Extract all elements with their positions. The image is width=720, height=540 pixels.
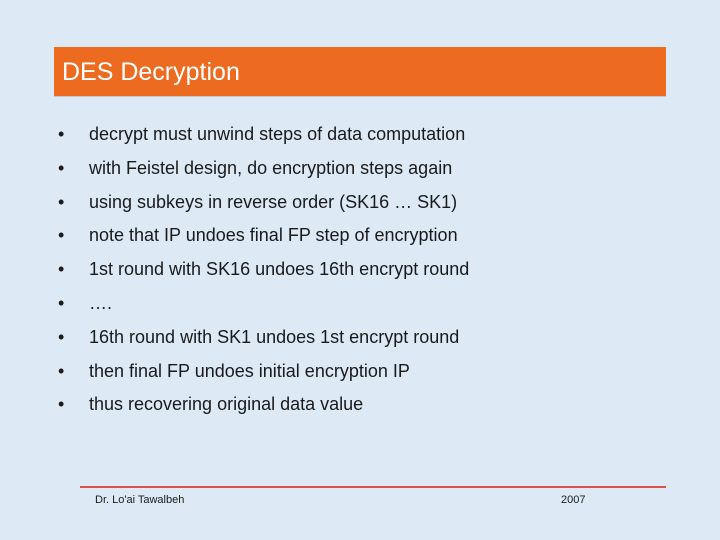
bullet-item: [58, 255, 678, 289]
bullet-mark: •: [58, 360, 65, 381]
footer-divider: [80, 486, 666, 488]
bullet-mark: •: [58, 259, 65, 280]
bullet-mark: •: [58, 124, 65, 144]
bullet-item: [58, 323, 678, 357]
bullet-text: 1st round with SK16 undoes 16th encrypt round: [89, 259, 470, 280]
slide-title: DES Decryption: [62, 58, 240, 86]
footer-year: 2007: [561, 494, 586, 506]
bullet-text: with Feistel design, do encryption steps again: [89, 157, 453, 178]
bullet-item: [58, 390, 678, 424]
bullet-list: [58, 120, 678, 424]
bullet-mark: •: [58, 326, 65, 347]
bullet-mark: •: [58, 225, 65, 246]
bullet-text: decrypt must unwind steps of data computation: [89, 124, 466, 144]
bullet-text: using subkeys in reverse order (SK16 … SK1): [89, 191, 458, 212]
bullet-item: [58, 289, 678, 323]
bullet-mark: •: [58, 191, 65, 212]
title-bar: [54, 47, 666, 97]
bullet-item: [58, 357, 678, 391]
bullet-mark: •: [58, 157, 65, 178]
bullet-text: thus recovering original data value: [89, 394, 364, 415]
bullet-text: 16th round with SK1 undoes 1st encrypt round: [89, 326, 460, 347]
bullet-text: note that IP undoes final FP step of encryption: [89, 225, 458, 246]
bullet-mark: •: [58, 394, 65, 415]
bullet-item: [58, 154, 678, 188]
bullet-mark: •: [58, 292, 65, 313]
bullet-text: ….: [89, 292, 113, 313]
bullet-item: [58, 221, 678, 255]
bullet-item: [58, 188, 678, 222]
footer-author: Dr. Lo'ai Tawalbeh: [95, 494, 185, 506]
bullet-item: [58, 120, 678, 154]
bullet-text: then final FP undoes initial encryption IP: [89, 360, 410, 381]
